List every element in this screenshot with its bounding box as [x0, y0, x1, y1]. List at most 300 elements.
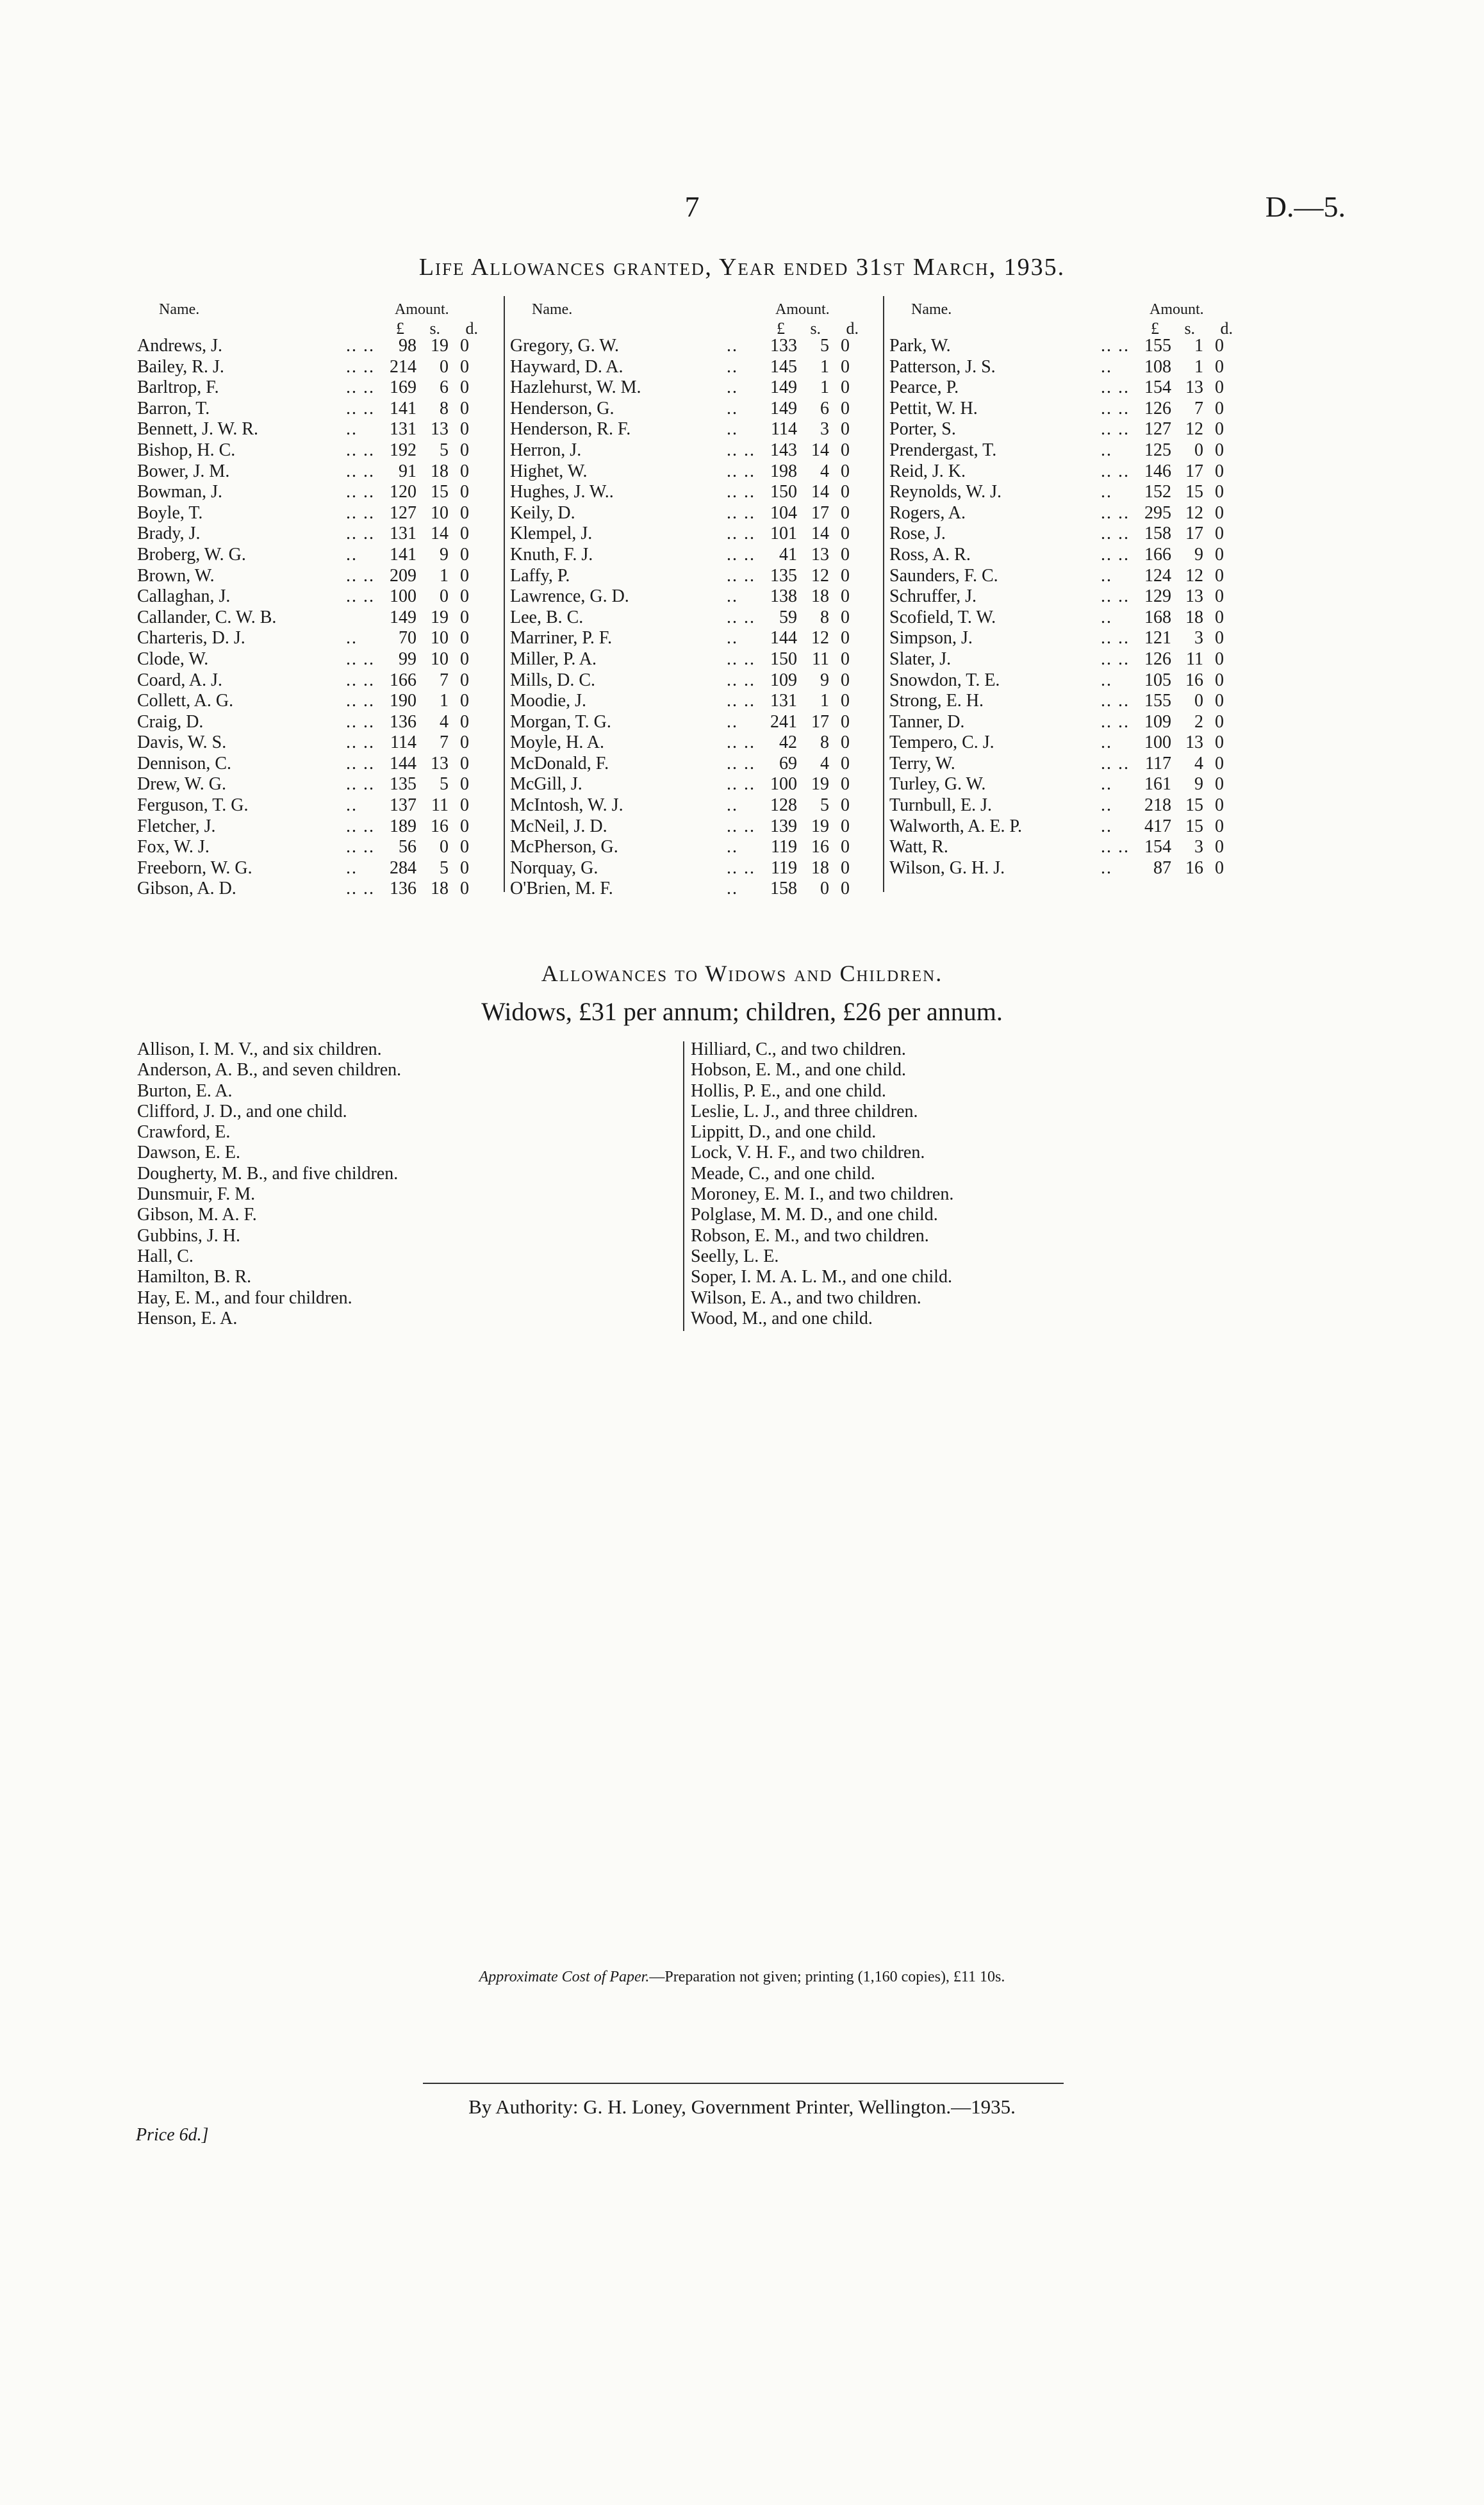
amount-pounds: 59	[779, 607, 797, 627]
amount-pence: 0	[841, 816, 850, 836]
amount-pence: 0	[841, 440, 850, 460]
widow-entry: Hamilton, B. R.	[137, 1267, 252, 1287]
recipient-name: McIntosh, W. J.	[510, 795, 623, 816]
leader-dots: .. ..	[346, 586, 375, 607]
recipient-name: McGill, J.	[510, 774, 582, 795]
amount-shillings: 4	[820, 753, 829, 773]
recipient-name: Moyle, H. A.	[510, 732, 604, 753]
leader-dots: .. ..	[346, 565, 375, 586]
amount-pence: 0	[1215, 419, 1224, 440]
allowance-row	[887, 628, 1243, 649]
allowance-row	[887, 837, 1243, 858]
allowance-row	[887, 670, 1243, 691]
amount-pence: 0	[460, 440, 469, 460]
recipient-name: Laffy, P.	[510, 565, 570, 586]
recipient-name: Norquay, G.	[510, 857, 598, 878]
amount-pounds: 137	[390, 795, 416, 816]
allowance-row	[507, 545, 880, 566]
leader-dots: .. ..	[727, 857, 755, 878]
amount-pence: 0	[460, 356, 469, 377]
recipient-name: Callander, C. W. B.	[137, 607, 277, 627]
shilling-unit: s.	[1184, 319, 1196, 338]
amount-shillings: 15	[1185, 816, 1203, 836]
recipient-name: Gregory, G. W.	[510, 336, 620, 356]
amount-shillings: 12	[811, 565, 829, 586]
amount-pence: 0	[460, 607, 469, 627]
amount-pence: 0	[841, 711, 850, 732]
allowance-row	[135, 377, 501, 399]
amount-shillings: 11	[1186, 649, 1203, 669]
leader-dots: .. ..	[1101, 398, 1130, 418]
recipient-name: Highet, W.	[510, 461, 588, 481]
amount-pence: 0	[1215, 837, 1224, 857]
amount-pounds: 104	[770, 502, 797, 523]
allowance-row	[135, 586, 501, 608]
allowance-row	[507, 732, 880, 754]
recipient-name: Charteris, D. J.	[137, 628, 245, 649]
amount-shillings: 12	[811, 628, 829, 649]
shilling-unit: s.	[810, 319, 821, 338]
recipient-name: Bower, J. M.	[137, 461, 230, 481]
allowance-row	[135, 691, 501, 712]
allowance-row	[135, 503, 501, 524]
amount-pounds: 100	[390, 586, 416, 607]
leader-dots: ..	[727, 398, 738, 418]
recipient-name: Andrews, J.	[137, 336, 222, 356]
amount-shillings: 5	[820, 336, 829, 356]
allowance-row	[135, 419, 501, 440]
life-allowances-table	[135, 296, 1243, 900]
widows-rates-subtitle: Widows, £31 per annum; children, £26 per annum.	[481, 997, 1003, 1026]
allowance-row	[887, 566, 1243, 587]
allowance-row	[507, 712, 880, 733]
amount-shillings: 16	[431, 816, 449, 836]
shilling-unit: s.	[429, 319, 441, 338]
amount-pence: 0	[460, 524, 469, 544]
leader-dots: .. ..	[346, 753, 375, 773]
amount-shillings: 9	[1194, 544, 1203, 565]
amount-shillings: 4	[1194, 753, 1203, 773]
recipient-name: Simpson, J.	[889, 628, 973, 649]
leader-dots: ..	[727, 628, 738, 649]
amount-pounds: 139	[770, 816, 797, 836]
amount-shillings: 1	[820, 377, 829, 398]
recipient-name: Wilson, G. H. J.	[889, 857, 1005, 878]
recipient-name: Rogers, A.	[889, 502, 966, 523]
amount-shillings: 13	[431, 753, 449, 773]
amount-shillings: 16	[811, 837, 829, 857]
amount-pounds: 136	[390, 711, 416, 732]
amount-pence: 0	[841, 732, 850, 753]
amount-pounds: 218	[1144, 795, 1171, 816]
leader-dots: ..	[727, 795, 738, 816]
amount-shillings: 13	[431, 419, 449, 440]
widows-column-rule	[683, 1041, 684, 1331]
amount-pounds: 154	[1144, 837, 1171, 857]
amount-shillings: 17	[1185, 524, 1203, 544]
amount-pence: 0	[460, 691, 469, 711]
amount-pence: 0	[1215, 795, 1224, 816]
amount-pounds: 158	[1144, 524, 1171, 544]
widow-entry: Meade, C., and one child.	[691, 1163, 875, 1184]
allowance-row	[507, 461, 880, 483]
amount-pence: 0	[460, 482, 469, 502]
cost-label: Approximate Cost of Paper.	[479, 1969, 650, 1985]
leader-dots: .. ..	[346, 774, 375, 795]
widow-entry: Seelly, L. E.	[691, 1246, 779, 1266]
leader-dots: ..	[1101, 440, 1112, 460]
widow-entry: Soper, I. M. A. L. M., and one child.	[691, 1267, 952, 1287]
allowance-row	[507, 649, 880, 670]
amount-pounds: 42	[779, 732, 797, 753]
widow-entry: Henson, E. A.	[137, 1308, 238, 1328]
widow-entry: Dunsmuir, F. M.	[137, 1184, 256, 1205]
recipient-name: Porter, S.	[889, 419, 956, 440]
recipient-name: Knuth, F. J.	[510, 544, 593, 565]
amount-shillings: 14	[811, 482, 829, 502]
allowance-row	[135, 357, 501, 378]
amount-pounds: 166	[390, 670, 416, 690]
amount-shillings: 0	[1194, 440, 1203, 460]
leader-dots: ..	[1101, 795, 1112, 816]
recipient-name: Scofield, T. W.	[889, 607, 996, 627]
amount-pence: 0	[841, 607, 850, 627]
allowance-row	[507, 858, 880, 879]
amount-pounds: 100	[1144, 732, 1171, 753]
allowance-row	[135, 712, 501, 733]
amount-pounds: 131	[770, 691, 797, 711]
amount-pounds: 150	[770, 482, 797, 502]
amount-header: Amount.	[395, 301, 449, 318]
recipient-name: Herron, J.	[510, 440, 582, 460]
widow-entry: Leslie, L. J., and three children.	[691, 1101, 918, 1121]
amount-pounds: 209	[390, 565, 416, 586]
amount-shillings: 18	[811, 857, 829, 878]
leader-dots: .. ..	[1101, 649, 1130, 669]
recipient-name: Morgan, T. G.	[510, 711, 611, 732]
allowance-row	[135, 754, 501, 775]
recipient-name: Tanner, D.	[889, 711, 965, 732]
recipient-name: McPherson, G.	[510, 837, 618, 857]
recipient-name: Keily, D.	[510, 502, 575, 523]
amount-pounds: 109	[770, 670, 797, 690]
leader-dots: ..	[346, 544, 358, 565]
allowance-row	[887, 754, 1243, 775]
amount-pence: 0	[841, 691, 850, 711]
recipient-name: Collett, A. G.	[137, 691, 234, 711]
leader-dots: ..	[727, 419, 738, 440]
amount-pounds: 149	[770, 398, 797, 418]
amount-shillings: 0	[440, 356, 449, 377]
amount-pounds: 127	[1144, 419, 1171, 440]
amount-pence: 0	[1215, 336, 1224, 356]
amount-shillings: 15	[1185, 482, 1203, 502]
leader-dots: .. ..	[346, 670, 375, 690]
amount-shillings: 3	[1194, 837, 1203, 857]
amount-pounds: 127	[390, 502, 416, 523]
amount-pounds: 56	[399, 837, 416, 857]
amount-shillings: 10	[431, 628, 449, 649]
amount-pounds: 131	[390, 419, 416, 440]
leader-dots: .. ..	[1101, 753, 1130, 773]
leader-dots: ..	[1101, 356, 1112, 377]
allowance-row	[507, 586, 880, 608]
price-note: Price 6d.]	[136, 2125, 209, 2145]
recipient-name: McNeil, J. D.	[510, 816, 607, 836]
allowance-row	[887, 399, 1243, 420]
amount-pounds: 105	[1144, 670, 1171, 690]
allowance-row	[135, 461, 501, 483]
amount-pounds: 135	[770, 565, 797, 586]
leader-dots: ..	[1101, 857, 1112, 878]
leader-dots: .. ..	[1101, 524, 1130, 544]
allowance-row	[887, 524, 1243, 545]
amount-pounds: 168	[1144, 607, 1171, 627]
life-allowances-title: Life Allowances granted, Year ended 31st March, 1935.	[418, 254, 1066, 281]
recipient-name: Prendergast, T.	[889, 440, 997, 460]
amount-pounds: 126	[1144, 398, 1171, 418]
recipient-name: Dennison, C.	[137, 753, 231, 773]
amount-pounds: 69	[779, 753, 797, 773]
amount-pounds: 133	[770, 336, 797, 356]
amount-pence: 0	[841, 837, 850, 857]
amount-pounds: 154	[1144, 377, 1171, 398]
widow-entry: Robson, E. M., and two children.	[691, 1225, 929, 1246]
allowance-row	[507, 357, 880, 378]
recipient-name: Barltrop, F.	[137, 377, 219, 398]
amount-pounds: 145	[770, 356, 797, 377]
amount-pounds: 141	[390, 544, 416, 565]
allowance-row	[135, 774, 501, 795]
recipient-name: Broberg, W. G.	[137, 544, 246, 565]
amount-shillings: 9	[440, 544, 449, 565]
amount-shillings: 6	[440, 377, 449, 398]
amount-shillings: 14	[811, 440, 829, 460]
amount-pounds: 144	[390, 753, 416, 773]
recipient-name: Clode, W.	[137, 649, 209, 669]
allowance-row	[887, 691, 1243, 712]
amount-pence: 0	[1215, 691, 1224, 711]
amount-shillings: 4	[440, 711, 449, 732]
amount-shillings: 12	[1185, 419, 1203, 440]
amount-pence: 0	[460, 795, 469, 816]
widow-entry: Hay, E. M., and four children.	[137, 1287, 352, 1308]
amount-pence: 0	[1215, 586, 1224, 607]
widow-entry: Polglase, M. M. D., and one child.	[691, 1205, 938, 1225]
widow-entry: Dawson, E. E.	[137, 1143, 240, 1163]
amount-pounds: 189	[390, 816, 416, 836]
recipient-name: Moodie, J.	[510, 691, 586, 711]
amount-pounds: 155	[1144, 691, 1171, 711]
recipient-name: Henderson, R. F.	[510, 419, 631, 440]
recipient-name: Terry, W.	[889, 753, 955, 773]
amount-pounds: 138	[770, 586, 797, 607]
amount-pence: 0	[841, 356, 850, 377]
allowance-row	[507, 628, 880, 649]
recipient-name: Reynolds, W. J.	[889, 482, 1002, 502]
leader-dots: .. ..	[1101, 711, 1130, 732]
recipient-name: Coard, A. J.	[137, 670, 222, 690]
amount-pence: 0	[460, 711, 469, 732]
allowance-row	[135, 399, 501, 420]
column-header	[887, 296, 1243, 336]
leader-dots: .. ..	[346, 461, 375, 481]
allowance-row	[507, 524, 880, 545]
amount-pence: 0	[460, 565, 469, 586]
amount-shillings: 0	[1194, 691, 1203, 711]
amount-pence: 0	[460, 336, 469, 356]
recipient-name: Bishop, H. C.	[137, 440, 236, 460]
recipient-name: Watt, R.	[889, 837, 948, 857]
widow-entry: Allison, I. M. V., and six children.	[137, 1039, 382, 1059]
widow-entry: Wood, M., and one child.	[691, 1308, 873, 1328]
widow-entry: Burton, E. A.	[137, 1080, 233, 1101]
amount-shillings: 11	[812, 649, 829, 669]
leader-dots: .. ..	[727, 670, 755, 690]
leader-dots: ..	[1101, 816, 1112, 836]
allowance-row	[135, 670, 501, 691]
recipient-name: Strong, E. H.	[889, 691, 984, 711]
amount-pence: 0	[460, 628, 469, 649]
amount-pounds: 70	[399, 628, 416, 649]
amount-pounds: 119	[771, 857, 797, 878]
leader-dots: .. ..	[1101, 628, 1130, 649]
amount-shillings: 2	[1194, 711, 1203, 732]
amount-shillings: 18	[431, 461, 449, 481]
amount-pence: 0	[1215, 524, 1224, 544]
leader-dots: .. ..	[727, 649, 755, 669]
amount-shillings: 19	[811, 774, 829, 795]
amount-pounds: 149	[770, 377, 797, 398]
allowance-row	[507, 566, 880, 587]
recipient-name: Ferguson, T. G.	[137, 795, 249, 816]
amount-shillings: 14	[811, 524, 829, 544]
allowance-row	[887, 440, 1243, 461]
allowance-row	[135, 608, 501, 629]
allowance-row	[507, 691, 880, 712]
amount-header: Amount.	[775, 301, 830, 318]
amount-pence: 0	[460, 398, 469, 418]
amount-pounds: 417	[1144, 816, 1171, 836]
allowance-row	[887, 712, 1243, 733]
allowance-row	[887, 482, 1243, 503]
leader-dots: .. ..	[727, 565, 755, 586]
leader-dots: .. ..	[346, 440, 375, 460]
recipient-name: O'Brien, M. F.	[510, 879, 613, 899]
allowance-row	[507, 837, 880, 858]
amount-shillings: 1	[1194, 356, 1203, 377]
leader-dots: .. ..	[1101, 691, 1130, 711]
amount-pence: 0	[460, 670, 469, 690]
document-reference: D.—5.	[1265, 190, 1346, 223]
widow-entry: Anderson, A. B., and seven children.	[137, 1060, 402, 1080]
allowance-row	[135, 732, 501, 754]
amount-pounds: 126	[1144, 649, 1171, 669]
amount-shillings: 0	[440, 586, 449, 607]
amount-pence: 0	[460, 544, 469, 565]
leader-dots: ..	[1101, 774, 1112, 795]
amount-shillings: 17	[811, 711, 829, 732]
amount-pounds: 114	[390, 732, 416, 753]
amount-shillings: 18	[811, 586, 829, 607]
leader-dots: .. ..	[346, 732, 375, 753]
amount-pounds: 146	[1144, 461, 1171, 481]
amount-pounds: 101	[770, 524, 797, 544]
amount-pounds: 158	[770, 879, 797, 899]
allowance-row	[887, 774, 1243, 795]
amount-pounds: 295	[1144, 502, 1171, 523]
amount-shillings: 5	[440, 440, 449, 460]
amount-shillings: 6	[820, 398, 829, 418]
allowance-row	[135, 837, 501, 858]
leader-dots: .. ..	[1101, 419, 1130, 440]
amount-shillings: 17	[811, 502, 829, 523]
amount-pence: 0	[1215, 711, 1224, 732]
allowance-row	[887, 419, 1243, 440]
amount-pence: 0	[1215, 482, 1224, 502]
amount-shillings: 13	[1185, 586, 1203, 607]
amount-pounds: 169	[390, 377, 416, 398]
allowance-row	[135, 816, 501, 838]
amount-pounds: 98	[399, 336, 416, 356]
amount-pounds: 166	[1144, 544, 1171, 565]
leader-dots: .. ..	[1101, 502, 1130, 523]
amount-shillings: 3	[820, 419, 829, 440]
amount-shillings: 8	[820, 732, 829, 753]
leader-dots: ..	[346, 419, 358, 440]
recipient-name: Hughes, J. W..	[510, 482, 614, 502]
amount-shillings: 19	[811, 816, 829, 836]
column-header	[507, 296, 880, 336]
amount-pence: 0	[1215, 502, 1224, 523]
amount-pence: 0	[841, 336, 850, 356]
widow-entry: Lock, V. H. F., and two children.	[691, 1143, 925, 1163]
amount-pence: 0	[841, 419, 850, 440]
amount-pounds: 190	[390, 691, 416, 711]
amount-shillings: 18	[1185, 607, 1203, 627]
amount-shillings: 4	[820, 461, 829, 481]
leader-dots: .. ..	[346, 398, 375, 418]
allowance-row	[507, 377, 880, 399]
recipient-name: Rose, J.	[889, 524, 946, 544]
amount-pence: 0	[841, 398, 850, 418]
amount-shillings: 11	[431, 795, 449, 816]
leader-dots: ..	[727, 837, 738, 857]
widow-entry: Gubbins, J. H.	[137, 1225, 241, 1246]
amount-pounds: 198	[770, 461, 797, 481]
allowance-row	[887, 858, 1243, 879]
widow-entry: Hobson, E. M., and one child.	[691, 1060, 906, 1080]
amount-pounds: 214	[390, 356, 416, 377]
amount-pence: 0	[460, 857, 469, 878]
recipient-name: Bowman, J.	[137, 482, 222, 502]
amount-shillings: 5	[440, 857, 449, 878]
page-number: 7	[684, 190, 700, 223]
recipient-name: Walworth, A. E. P.	[889, 816, 1022, 836]
amount-pence: 0	[1215, 628, 1224, 649]
recipient-name: Saunders, F. C.	[889, 565, 998, 586]
amount-pence: 0	[841, 502, 850, 523]
allowance-row	[507, 440, 880, 461]
allowance-row	[887, 545, 1243, 566]
recipient-name: Lawrence, G. D.	[510, 586, 629, 607]
amount-shillings: 1	[820, 691, 829, 711]
allowance-row	[887, 732, 1243, 754]
amount-shillings: 12	[1185, 502, 1203, 523]
allowance-row	[507, 816, 880, 838]
recipient-name: Marriner, P. F.	[510, 628, 613, 649]
recipient-name: Hazlehurst, W. M.	[510, 377, 641, 398]
